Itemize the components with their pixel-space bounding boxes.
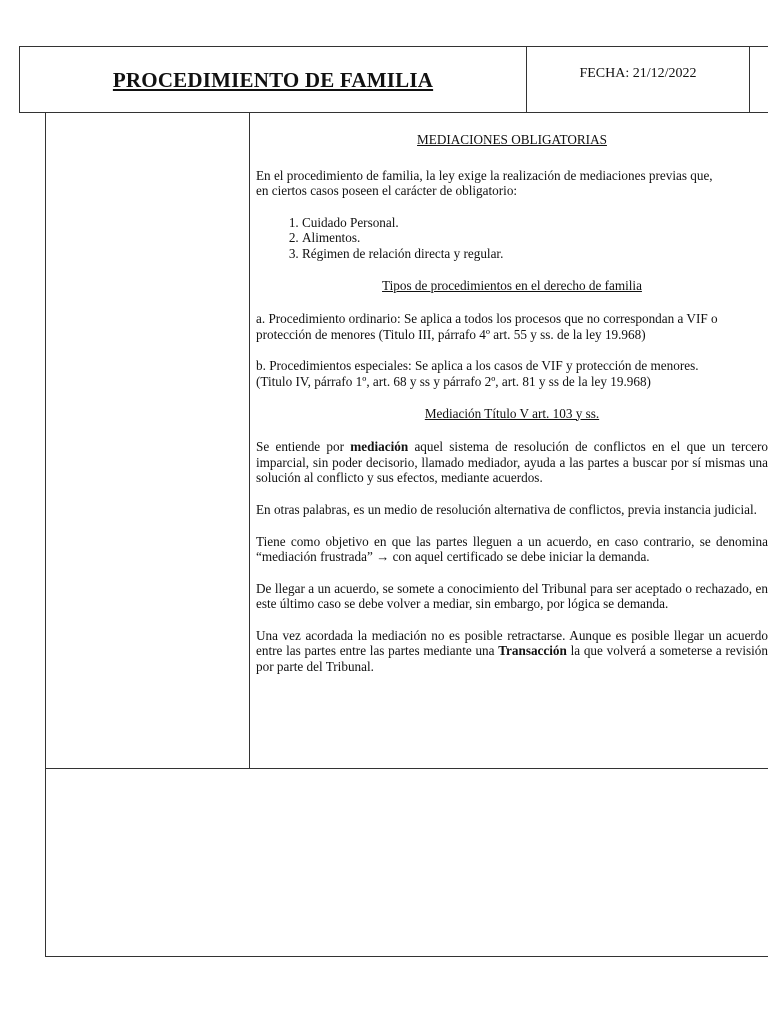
definition-text-start: Se entiende por (256, 439, 351, 455)
intro-paragraph (256, 168, 768, 199)
table-row-divider (45, 768, 768, 769)
mediacion-definition-paragraph (256, 439, 768, 486)
acuerdo-paragraph: De llegar a un acuerdo, se somete a conocimiento del Tribunal para ser aceptado o rechazado, en este último caso se debe volver a mediar, sin embargo, por lógica se demanda. (256, 580, 768, 612)
header-border-right (749, 46, 750, 113)
intro-line: En el procedimiento de familia, la ley exige la realización de mediaciones previas que, (256, 167, 713, 183)
paragraph-line: a. Procedimiento ordinario: Se aplica a todos los procesos que no correspondan a VIF o (256, 311, 718, 327)
intro-line: en ciertos casos poseen el carácter de obligatorio: (256, 183, 518, 199)
table-column-divider (249, 113, 250, 768)
transaccion-text-end: la que volverá a someterse a revisión por parte del Tribunal. (256, 643, 768, 675)
transaccion-text-start: Una vez acordada la mediación no es posible retractarse. Aunque es posible llegar un acuerdo entre las partes entre las partes mediante una (256, 627, 768, 659)
mandatory-mediation-list (256, 215, 768, 262)
notes-column (256, 128, 768, 675)
heading-mediaciones-obligatorias: MEDIACIONES OBLIGATORIAS (417, 132, 607, 147)
transaccion-paragraph (256, 628, 768, 675)
transaccion-term: Transacción (498, 643, 567, 659)
objetivo-paragraph: Tiene como objetivo en que las partes lleguen a un acuerdo, en caso contrario, se denomina “mediación frustrada” → con aquel certificado se debe iniciar la demanda. (256, 533, 768, 565)
heading-mediacion-titulo-v: Mediación Título V art. 103 y ss. (424, 405, 600, 421)
list-item: 1. Cuidado Personal. (302, 215, 768, 231)
list-item: 2. Alimentos. (302, 230, 768, 246)
procedimientos-especiales-paragraph (256, 358, 768, 389)
list-item: 3. Régimen de relación directa y regular. (302, 246, 768, 262)
table-border-bottom (45, 956, 768, 957)
otras-palabras-paragraph: En otras palabras, es un medio de resolución alternativa de conflictos, previa instancia judicial. (256, 501, 757, 517)
procedimiento-ordinario-paragraph (256, 311, 768, 342)
definition-text-end: aquel sistema de resolución de conflictos en el que un tercero imparcial, sin poder decisorio, llamado mediador, ayuda a las partes a buscar por sí mismas una solución al conflicto y sus efectos, mediante acuerdos. (256, 439, 768, 486)
paragraph-line: protección de menores (Titulo III, párrafo 4º art. 55 y ss. de la ley 19.968) (256, 326, 646, 342)
paragraph-line: (Titulo IV, párrafo 1º, art. 68 y ss y párrafo 2º, art. 81 y ss de la ley 19.968) (256, 373, 651, 389)
document-date: FECHA: 21/12/2022 (579, 66, 697, 81)
document-title: PROCEDIMIENTO DE FAMILIA (112, 67, 434, 92)
paragraph-line: b. Procedimientos especiales: Se aplica a los casos de VIF y protección de menores. (256, 358, 699, 374)
definition-term: mediación (350, 439, 409, 455)
table-border-left (45, 113, 46, 957)
heading-tipos-procedimientos: Tipos de procedimientos en el derecho de familia (382, 277, 642, 293)
